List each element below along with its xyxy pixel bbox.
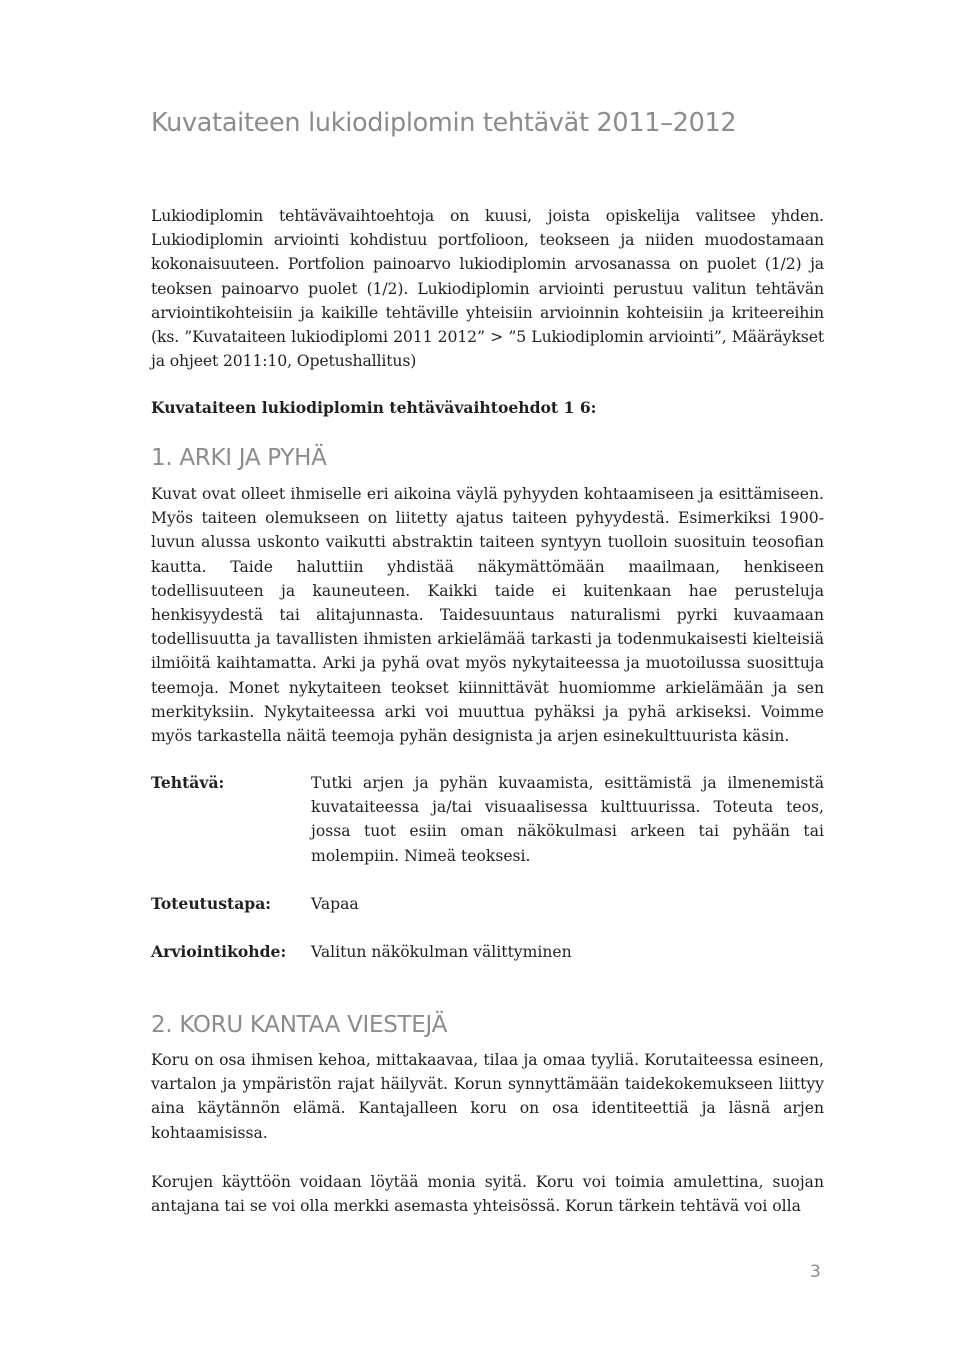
- assessment-label: Arviointikohde:: [151, 942, 287, 961]
- options-heading: Kuvataiteen lukiodiplomin tehtävävaihtoehdot 1 6:: [151, 398, 597, 417]
- section-1-title: 1. ARKI JA PYHÄ: [151, 445, 327, 471]
- method-row: [151, 892, 824, 918]
- section-2-body-1: Koru on osa ihmisen kehoa, mittakaavaa, tilaa ja omaa tyyliä. Korutaiteessa esineen, vartalon ja ympäristön rajat häilyvät. Korun synnyttämään taidekokemukseen liittyy aina käytännön elämä. Kantajalleen koru on osa identiteettiä ja läsnä arjen kohtaamisissa.: [151, 1051, 824, 1142]
- method-label: Toteutustapa:: [151, 894, 272, 913]
- assessment-value: Valitun näkökulman välittyminen: [311, 943, 572, 961]
- page-number: 3: [810, 1262, 821, 1282]
- section-1-body: Kuvat ovat olleet ihmiselle eri aikoina väylä pyhyyden kohtaamiseen ja esittämiseen. Myös taiteen olemukseen on liitetty ajatus taiteen pyhyydestä. Esimerkiksi 1900-luvun alussa uskonto vaikutti abstraktin taiteen syntyyn tuolloin suosituin teosofian kautta. Taide haluttiin yhdistää näkymättömään maailmaan, henkiseen todellisuuteen ja kauneuteen. Kaikki taide ei kuitenkaan hae perusteluja henkisyydestä tai alitajunnasta. Taidesuuntaus naturalismi pyrki kuvaamaan todellisuutta ja tavallisten ihmisten arkielämää tarkasti ja todenmukaisesti kielteisiä ilmiöitä kaihtamatta. Arki ja pyhä ovat myös nykytaiteessa ja muotoilussa suosittuja teemoja. Monet nykytaiteen teokset kiinnittävät huomiomme arkielämään ja sen merkityksiin. Nykytaiteessa arki voi muuttua pyhäksi ja pyhä arkiseksi. Voimme myös tarkastella näitä teemoja pyhän designista ja arjen esinekulttuurista käsin.: [151, 485, 824, 746]
- task-value: Tutki arjen ja pyhän kuvaamista, esittämistä ja ilmenemistä kuvataiteessa ja/tai visuaalisessa kulttuurissa. Toteuta teos, jossa tuot esiin oman näkökulmasi arkeen tai pyhään tai molempiin. Nimeä teoksesi.: [311, 774, 824, 865]
- assessment-row: [151, 940, 824, 966]
- method-value: Vapaa: [311, 895, 359, 913]
- page-title: Kuvataiteen lukiodiplomin tehtävät 2011–2012: [151, 108, 737, 138]
- section-2-title: 2. KORU KANTAA VIESTEJÄ: [151, 1012, 448, 1038]
- intro-paragraph: Lukiodiplomin tehtävävaihtoehtoja on kuusi, joista opiskelija valitsee yhden. Lukiodiplomin arviointi kohdistuu portfolioon, teokseen ja niiden muodostamaan kokonaisuuteen. Portfolion painoarvo lukiodiplomin arvosanassa on puolet (1/2) ja teoksen painoarvo puolet (1/2). Lukiodiplomin arviointi perustuu valitun tehtävän arviointikohteisiin ja kaikille tehtäville yhteisiin arvioinnin kohteisiin ja kriteereihin (ks. ”Kuvataiteen lukiodiplomi 2011 2012” > ”5 Lukiodiplomin arviointi”, Määräykset ja ohjeet 2011:10, Opetushallitus): [151, 206, 824, 371]
- section-2-body-2: Korujen käyttöön voidaan löytää monia syitä. Koru voi toimia amulettina, suojan antajana tai se voi olla merkki asemasta yhteisössä. Korun tärkein tehtävä voi olla: [151, 1173, 824, 1216]
- task-label: Tehtävä:: [151, 773, 225, 792]
- task-row: [151, 771, 824, 871]
